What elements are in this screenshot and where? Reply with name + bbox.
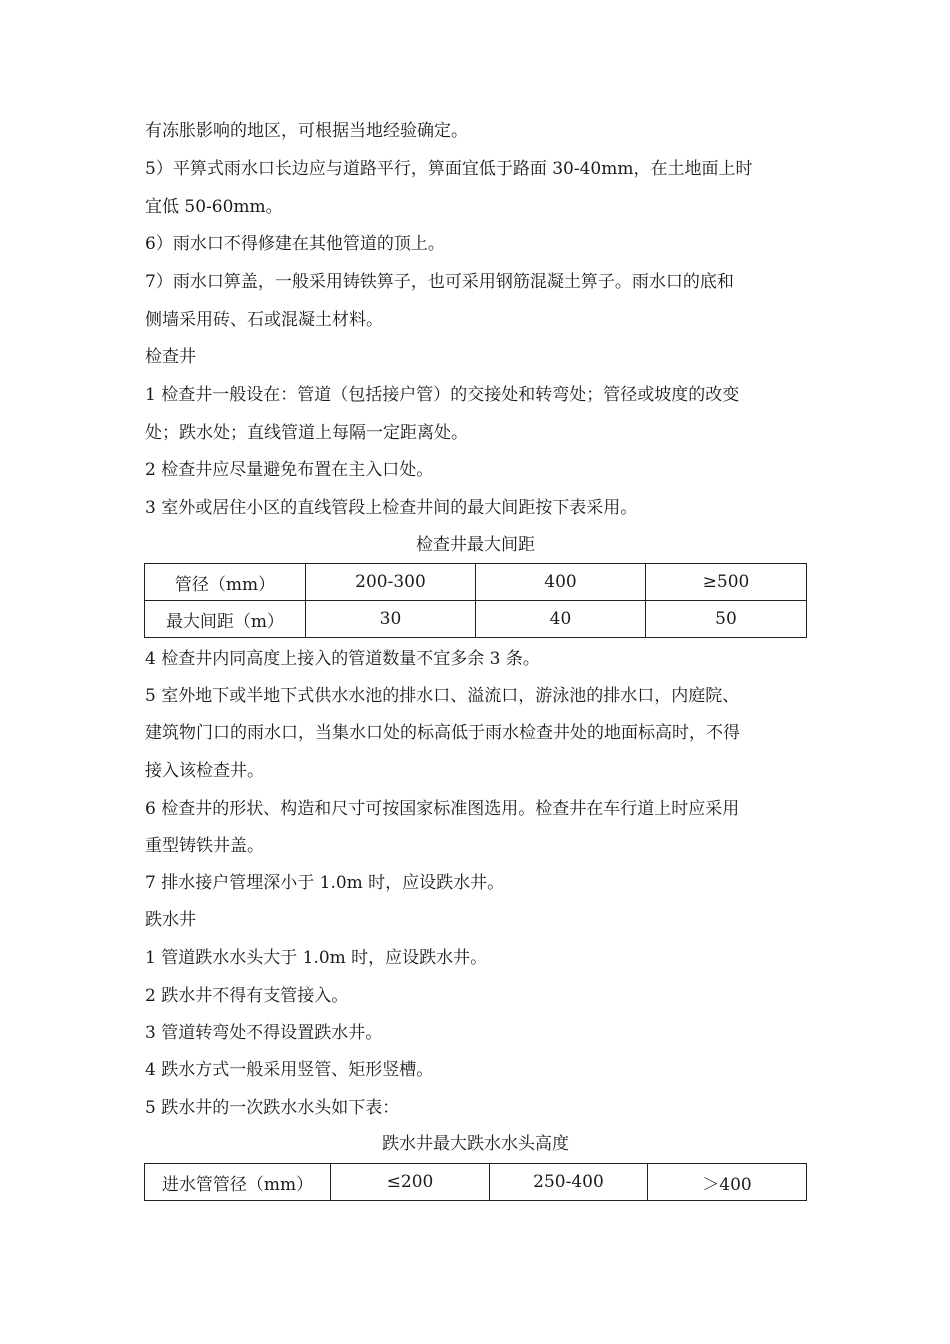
paragraph-line: 1 检查井一般设在：管道（包括接户管）的交接处和转弯处；管径或坡度的改变 bbox=[145, 385, 740, 405]
paragraph-line: 1 管道跌水水头大于 1.0m 时，应设跌水井。 bbox=[145, 948, 488, 968]
paragraph-line: 5）平箅式雨水口长边应与道路平行，箅面宜低于路面 30-40mm，在土地面上时 bbox=[145, 159, 753, 179]
paragraph-line: 建筑物门口的雨水口，当集水口处的标高低于雨水检查井处的地面标高时，不得 bbox=[145, 723, 740, 743]
table-cell: 250-400 bbox=[490, 1164, 648, 1201]
paragraph-line: 2 检查井应尽量避免布置在主入口处。 bbox=[145, 460, 434, 480]
paragraph-line: 3 管道转弯处不得设置跌水井。 bbox=[145, 1023, 383, 1043]
paragraph-line: 接入该检查井。 bbox=[145, 761, 264, 781]
section-heading: 跌水井 bbox=[145, 910, 196, 930]
paragraph-line: 重型铸铁井盖。 bbox=[145, 836, 264, 856]
paragraph-line: 5 跌水井的一次跌水水头如下表： bbox=[145, 1098, 400, 1118]
paragraph-line: 7 排水接户管埋深小于 1.0m 时，应设跌水井。 bbox=[145, 873, 505, 893]
paragraph-line: 4 跌水方式一般采用竖管、矩形竖槽。 bbox=[145, 1060, 434, 1080]
table-caption: 检查井最大间距 bbox=[416, 535, 535, 555]
paragraph-line: 处；跌水处；直线管道上每隔一定距离处。 bbox=[145, 423, 468, 443]
table-cell: ≥500 bbox=[646, 564, 807, 601]
table-cell: 40 bbox=[476, 601, 646, 638]
table-row bbox=[145, 1164, 807, 1201]
table-cell: 进水管管径（mm） bbox=[145, 1164, 331, 1201]
table-cell: 200-300 bbox=[306, 564, 476, 601]
paragraph-line: 有冻胀影响的地区，可根据当地经验确定。 bbox=[145, 121, 468, 141]
paragraph-line: 宜低 50-60mm。 bbox=[145, 197, 283, 217]
paragraph-line: 5 室外地下或半地下式供水水池的排水口、溢流口，游泳池的排水口，内庭院、 bbox=[145, 686, 740, 706]
table-cell: ≤200 bbox=[331, 1164, 490, 1201]
table-cell: ＞400 bbox=[648, 1164, 807, 1201]
table-cell: 管径（mm） bbox=[145, 564, 306, 601]
table-caption: 跌水井最大跌水水头高度 bbox=[382, 1134, 569, 1154]
paragraph-line: 4 检查井内同高度上接入的管道数量不宜多余 3 条。 bbox=[145, 649, 540, 669]
paragraph-line: 6）雨水口不得修建在其他管道的顶上。 bbox=[145, 234, 445, 254]
table-cell: 400 bbox=[476, 564, 646, 601]
table-cell: 50 bbox=[646, 601, 807, 638]
paragraph-line: 2 跌水井不得有支管接入。 bbox=[145, 986, 349, 1006]
table-row bbox=[145, 564, 807, 601]
paragraph-line: 侧墙采用砖、石或混凝土材料。 bbox=[145, 310, 383, 330]
paragraph-line: 3 室外或居住小区的直线管段上检查井间的最大间距按下表采用。 bbox=[145, 498, 638, 518]
table-row bbox=[145, 601, 807, 638]
paragraph-line: 6 检查井的形状、构造和尺寸可按国家标准图选用。检查井在车行道上时应采用 bbox=[145, 799, 740, 819]
table-cell: 30 bbox=[306, 601, 476, 638]
table-cell: 最大间距（m） bbox=[145, 601, 306, 638]
section-heading: 检查井 bbox=[145, 347, 196, 367]
paragraph-line: 7）雨水口箅盖，一般采用铸铁箅子，也可采用钢筋混凝土箅子。雨水口的底和 bbox=[145, 272, 734, 292]
manhole-spacing-table bbox=[144, 563, 807, 638]
drop-height-table bbox=[144, 1163, 807, 1201]
